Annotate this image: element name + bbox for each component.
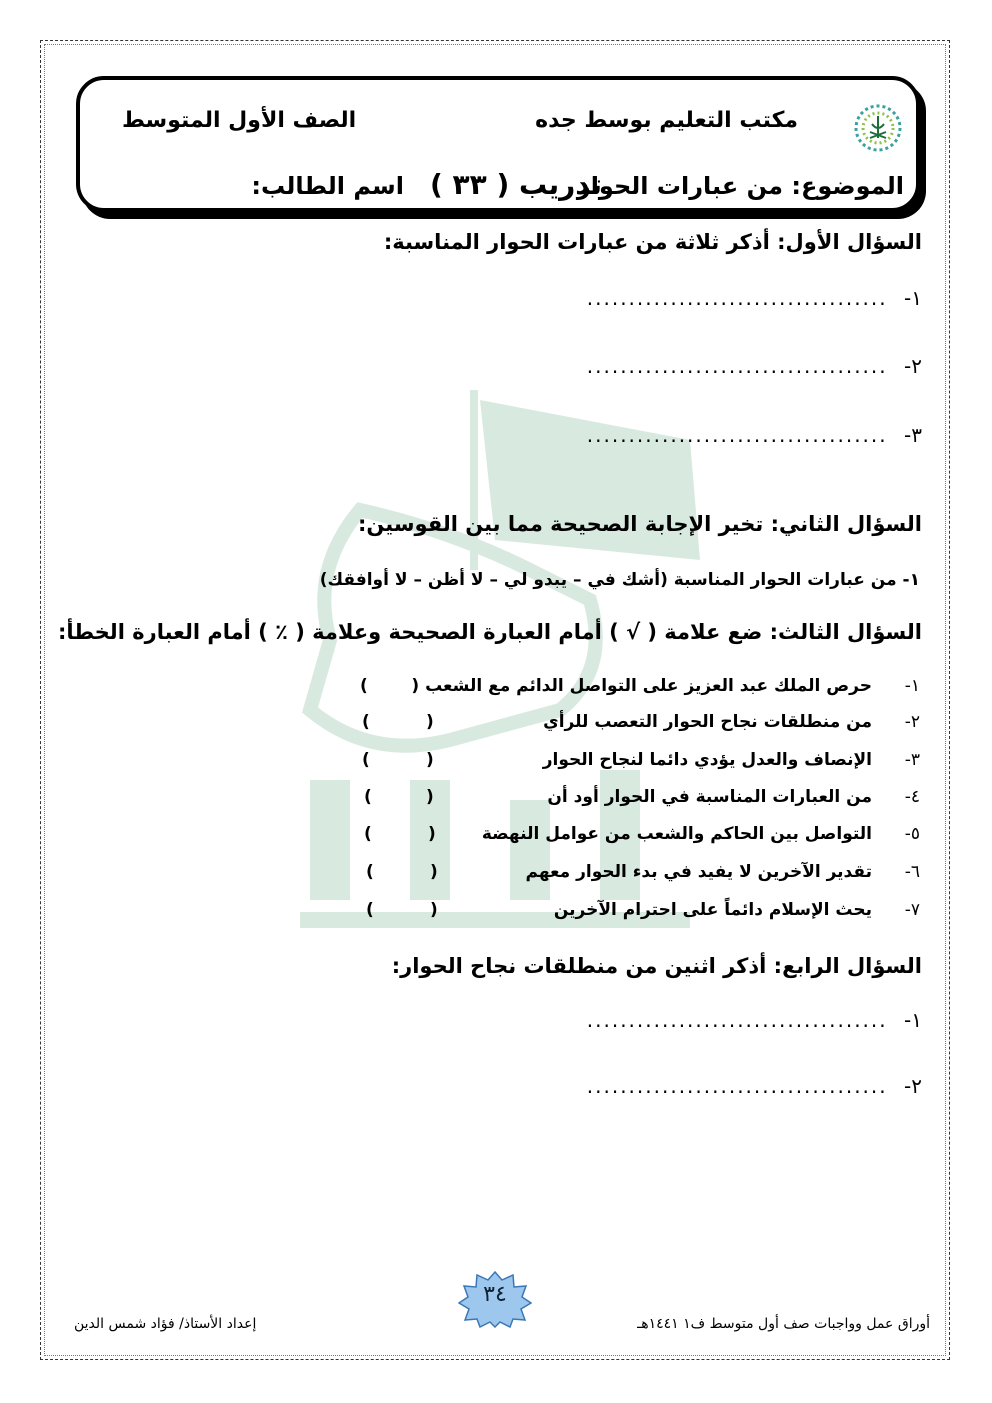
answer-paren-close[interactable]: ) bbox=[362, 712, 370, 732]
answer-line[interactable] bbox=[587, 423, 922, 447]
answer-dots: .................................... bbox=[586, 286, 888, 310]
student-name-label: اسم الطالب: bbox=[251, 172, 404, 200]
tf-item[interactable] bbox=[360, 787, 920, 811]
answer-paren-close[interactable]: ) bbox=[366, 900, 374, 920]
grade-level: الصف الأول المتوسط bbox=[122, 108, 357, 133]
answer-line[interactable] bbox=[587, 286, 922, 310]
item-number: ٥- bbox=[904, 824, 920, 844]
answer-dots: .................................... bbox=[586, 1074, 888, 1098]
answer-paren-close[interactable]: ) bbox=[364, 787, 372, 807]
question-3-title: السؤال الثالث: ضع علامة ( √ ) أمام العبارة الصحيحة وعلامة ( ٪ ) أمام العبارة الخطأ: bbox=[57, 620, 922, 644]
answer-paren-open[interactable]: ( bbox=[430, 862, 438, 882]
tf-item[interactable] bbox=[360, 862, 920, 886]
item-number: ٧- bbox=[904, 900, 920, 920]
tf-item[interactable] bbox=[360, 750, 920, 774]
answer-paren-close[interactable]: ) bbox=[360, 676, 368, 696]
answer-paren-close[interactable]: ) bbox=[362, 750, 370, 770]
answer-paren-close[interactable]: ) bbox=[366, 862, 374, 882]
item-text: حرص الملك عبد العزيز على التواصل الدائم مع الشعب ( bbox=[411, 676, 872, 696]
tf-item[interactable] bbox=[360, 676, 920, 700]
tf-item[interactable] bbox=[360, 712, 920, 736]
question-2-title: السؤال الثاني: تخير الإجابة الصحيحة مما بين القوسين: bbox=[358, 512, 922, 536]
item-number: ٣- bbox=[904, 750, 920, 770]
footer-title: أوراق عمل وواجبات صف أول متوسط ف١ ١٤٤١هـ bbox=[637, 1316, 930, 1332]
footer-author: إعداد الأستاذ/ فؤاد شمس الدين bbox=[74, 1316, 257, 1332]
answer-paren-open[interactable]: ( bbox=[430, 900, 438, 920]
item-text: يحث الإسلام دائماً على احترام الآخرين bbox=[553, 900, 872, 920]
training-number: تدريب ( ٣٣ ) bbox=[430, 168, 602, 201]
item-text: التواصل بين الحاكم والشعب من عوامل النهضة bbox=[481, 824, 872, 844]
education-office: مكتب التعليم بوسط جده bbox=[535, 108, 798, 133]
tf-item[interactable] bbox=[360, 900, 920, 924]
item-number: ١- bbox=[904, 676, 920, 696]
item-text: من العبارات المناسبة في الحوار أود أن bbox=[547, 787, 872, 807]
answer-paren-open[interactable]: ( bbox=[426, 712, 434, 732]
question-2-item: ١- من عبارات الحوار المناسبة (أشك في – يبدو لي – لا أظن – لا أوافقك) bbox=[319, 570, 920, 590]
answer-dots: .................................... bbox=[586, 354, 888, 378]
line-number: ١- bbox=[904, 1008, 922, 1032]
answer-line[interactable] bbox=[587, 354, 922, 378]
ministry-logo-icon bbox=[852, 102, 904, 154]
page-number: ٣٤ bbox=[483, 1282, 507, 1307]
answer-paren-open[interactable]: ( bbox=[426, 787, 434, 807]
subject-title: الموضوع: من عبارات الحوار bbox=[576, 172, 904, 200]
question-1-title: السؤال الأول: أذكر ثلاثة من عبارات الحوار المناسبة: bbox=[383, 230, 922, 254]
answer-paren-open[interactable]: ( bbox=[428, 824, 436, 844]
item-number: ٦- bbox=[904, 862, 920, 882]
item-text: تقدير الآخرين لا يفيد في بدء الحوار معهم bbox=[525, 862, 872, 882]
line-number: ١- bbox=[904, 286, 922, 310]
header-box bbox=[76, 76, 920, 212]
item-number: ٢- bbox=[904, 712, 920, 732]
line-number: ٢- bbox=[904, 354, 922, 378]
question-4-title: السؤال الرابع: أذكر اثنين من منطلقات نجاح الحوار: bbox=[391, 954, 922, 978]
answer-paren-close[interactable]: ) bbox=[364, 824, 372, 844]
item-text: من منطلقات نجاح الحوار التعصب للرأي bbox=[543, 712, 872, 732]
line-number: ٣- bbox=[904, 423, 922, 447]
answer-paren-open[interactable]: ( bbox=[426, 750, 434, 770]
item-number: ٤- bbox=[904, 787, 920, 807]
answer-dots: .................................... bbox=[586, 1008, 888, 1032]
answer-line[interactable] bbox=[587, 1074, 922, 1098]
tf-item[interactable] bbox=[360, 824, 920, 848]
line-number: ٢- bbox=[904, 1074, 922, 1098]
answer-line[interactable] bbox=[587, 1008, 922, 1032]
item-text: الإنصاف والعدل يؤدي دائما لنجاح الحوار bbox=[542, 750, 872, 770]
answer-dots: .................................... bbox=[586, 423, 888, 447]
